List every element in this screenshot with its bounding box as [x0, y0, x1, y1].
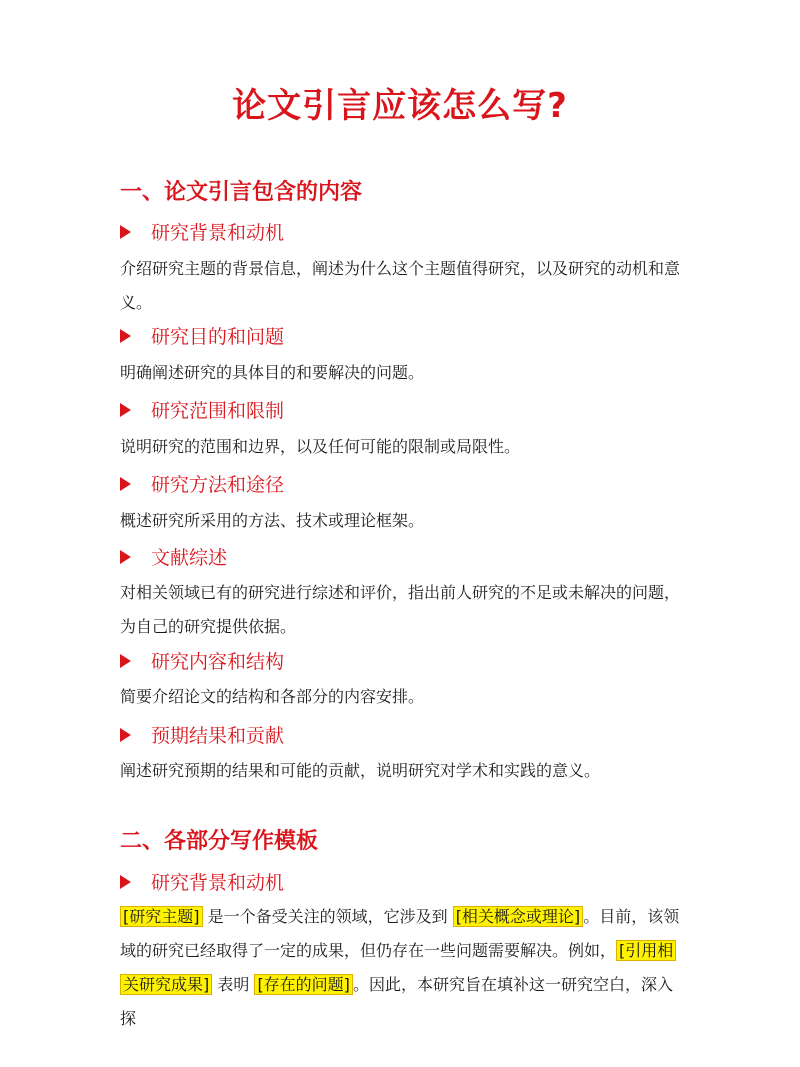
arrow-right-icon — [120, 477, 131, 491]
paragraph-line: 义。 — [120, 293, 153, 312]
subheading-label: 研究背景和动机 — [151, 222, 285, 244]
subheading-item — [120, 218, 284, 245]
subheading-item — [120, 322, 284, 349]
subheading-label: 研究内容和结构 — [151, 651, 285, 673]
arrow-right-icon — [120, 403, 131, 417]
placeholder-highlight: [引用相 — [616, 940, 676, 961]
subheading-item — [120, 470, 284, 497]
paragraph — [120, 576, 688, 644]
paragraph-line: 对相关领域已有的研究进行综述和评价，指出前人研究的不足或未解决的问题， — [120, 583, 681, 602]
subheading-label: 研究范围和限制 — [151, 400, 285, 422]
placeholder-highlight: [存在的问题] — [254, 974, 353, 995]
paragraph — [120, 430, 688, 464]
paragraph-line — [120, 900, 688, 934]
placeholder-highlight: 关研究成果] — [120, 974, 212, 995]
subheading-label: 研究方法和途径 — [151, 474, 285, 496]
arrow-right-icon — [120, 225, 131, 239]
subheading-item — [120, 647, 284, 674]
placeholder-highlight: [研究主题] — [120, 906, 203, 927]
subheading-item — [120, 543, 227, 570]
text-run: 域的研究已经取得了一定的成果，但仍存在一些问题需要解决。例如， — [120, 941, 617, 960]
section-heading-templates: 二、各部分写作模板 — [120, 829, 319, 854]
arrow-right-icon — [120, 329, 131, 343]
paragraph-line: 阐述研究预期的结果和可能的贡献，说明研究对学术和实践的意义。 — [120, 761, 601, 780]
paragraph-line: 介绍研究主题的背景信息，阐述为什么这个主题值得研究，以及研究的动机和意 — [120, 259, 681, 278]
paragraph — [120, 754, 688, 788]
subheading-label: 预期结果和贡献 — [151, 725, 285, 747]
text-run: 表明 — [212, 975, 255, 994]
arrow-right-icon — [120, 550, 131, 564]
subheading-item — [120, 721, 284, 748]
paragraph-line — [120, 934, 688, 968]
paragraph-line — [120, 968, 688, 1036]
paragraph-line: 说明研究的范围和边界，以及任何可能的限制或局限性。 — [120, 437, 521, 456]
page-title: 论文引言应该怎么写? — [232, 86, 568, 126]
arrow-right-icon — [120, 875, 131, 889]
subheading-label: 文献综述 — [151, 547, 228, 569]
paragraph-line: 概述研究所采用的方法、技术或理论框架。 — [120, 511, 425, 530]
text-run: 。因此，本研究旨在填补这一研究空白，深入探 — [120, 975, 673, 1028]
arrow-right-icon — [120, 728, 131, 742]
text-run: 。目前，该领 — [583, 907, 680, 926]
paragraph-line: 简要介绍论文的结构和各部分的内容安排。 — [120, 687, 425, 706]
section-heading-contents: 一、论文引言包含的内容 — [120, 180, 363, 205]
paragraph-line: 为自己的研究提供依据。 — [120, 617, 297, 636]
paragraph — [120, 680, 688, 714]
subheading-item — [120, 868, 284, 895]
paragraph — [120, 504, 688, 538]
paragraph — [120, 252, 688, 320]
text-run: 是一个备受关注的领域，它涉及到 — [202, 907, 453, 926]
template-paragraph — [120, 900, 688, 1036]
placeholder-highlight: [相关概念或理论] — [453, 906, 584, 927]
subheading-label: 研究背景和动机 — [151, 872, 285, 894]
paragraph — [120, 356, 688, 390]
subheading-label: 研究目的和问题 — [151, 326, 285, 348]
subheading-item — [120, 396, 284, 423]
paragraph-line: 明确阐述研究的具体目的和要解决的问题。 — [120, 363, 425, 382]
arrow-right-icon — [120, 654, 131, 668]
